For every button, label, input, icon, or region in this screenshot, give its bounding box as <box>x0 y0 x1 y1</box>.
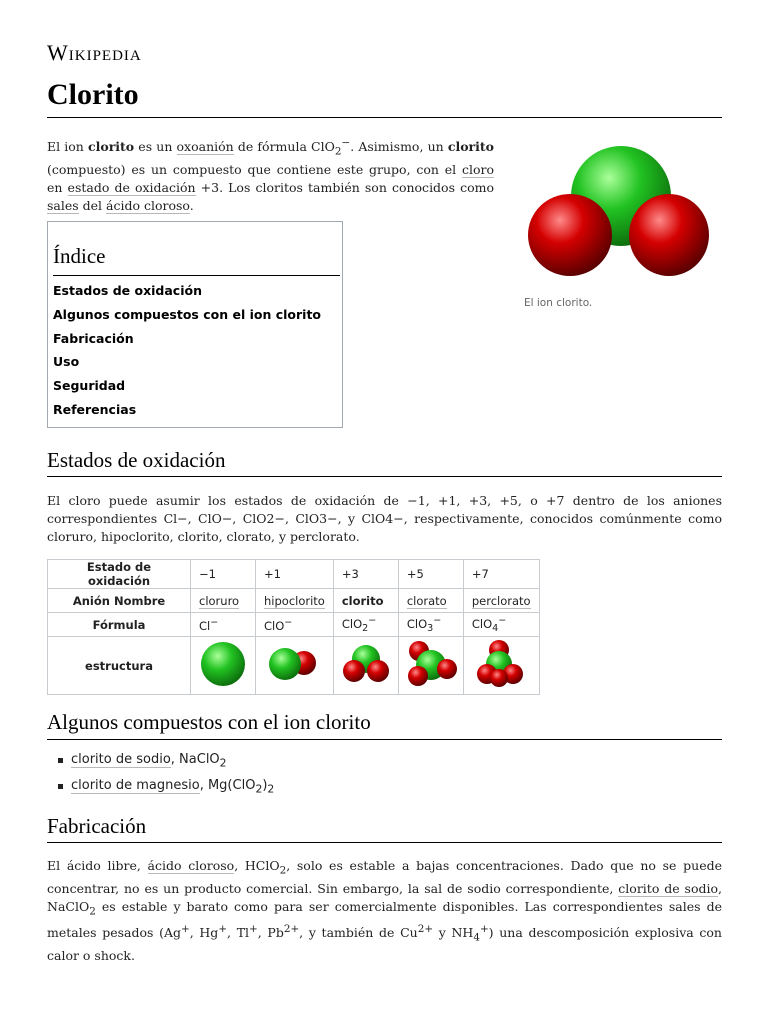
table-cell: ClO− <box>256 613 334 637</box>
figure-caption: El ion clorito. <box>524 297 593 309</box>
bold-term: clorito <box>341 593 384 608</box>
chlorite-ion-figure <box>524 138 722 309</box>
table-cell <box>463 637 539 695</box>
toc-item-fabricacion[interactable]: Fabricación <box>53 330 134 346</box>
toc-item-uso[interactable]: Uso <box>53 354 80 370</box>
heading-divider <box>47 739 722 740</box>
link-cloruro[interactable]: cloruro <box>199 593 240 608</box>
table-cell: +5 <box>398 560 463 589</box>
link-estado-de-oxidacion[interactable]: estado de oxidación <box>67 179 196 195</box>
link-oxoanion[interactable]: oxoanión <box>176 139 234 155</box>
toc-item-compuestos[interactable]: Algunos compuestos con el ion clorito <box>53 306 322 322</box>
bold-term: clorito <box>447 139 494 155</box>
toc-divider <box>53 275 340 276</box>
table-cell <box>398 637 463 695</box>
chlorate-model-image[interactable] <box>403 639 459 689</box>
row-header: Estado de oxidación <box>48 560 191 589</box>
page-title: Clorito <box>47 78 139 111</box>
hypochlorite-model-image[interactable] <box>260 639 326 689</box>
link-perclorato[interactable]: perclorato <box>471 593 531 608</box>
list-item: clorito de sodio, NaClO$_2$ <box>47 749 274 775</box>
link-clorito-de-magnesio[interactable]: clorito de magnesio <box>71 777 200 793</box>
row-formula <box>48 613 540 637</box>
row-anion <box>48 589 540 613</box>
link-sales[interactable]: sales <box>47 197 79 213</box>
title-divider <box>47 117 722 118</box>
oxidation-states-table <box>47 559 540 695</box>
row-header: estructura <box>48 637 191 695</box>
table-cell <box>256 637 334 695</box>
table-cell <box>398 589 463 613</box>
toc-item-estados[interactable]: Estados de oxidación <box>53 283 202 298</box>
row-estado <box>48 560 540 589</box>
oxygen-atom-right <box>629 194 709 276</box>
heading-divider <box>47 842 722 843</box>
compounds-list <box>47 749 274 800</box>
heading-fabricacion: Fabricación <box>47 814 147 838</box>
paragraph-estados: El cloro puede asumir los estados de oxidación de −1, +1, +3, +5, o +7 dentro de los aniones correspondientes Cl−, ClO−, ClO2−, ClO3−, y ClO4−, respectivamente, conocidos comúnmente como cloruro, hipoclorito, clorito, clorato, y perclorato. <box>47 493 722 544</box>
table-cell: Cl− <box>191 613 256 637</box>
chlorite-model-image[interactable] <box>338 639 394 689</box>
bold-term: clorito <box>88 139 135 155</box>
chloride-model-image[interactable] <box>195 639 251 689</box>
row-header: Anión Nombre <box>48 589 191 613</box>
table-cell <box>463 589 539 613</box>
link-hipoclorito[interactable]: hipoclorito <box>264 593 325 608</box>
link-clorato[interactable]: clorato <box>406 593 447 608</box>
link-acido-cloroso[interactable]: ácido cloroso <box>106 197 190 213</box>
row-estructura <box>48 637 540 695</box>
toc-item-referencias[interactable]: Referencias <box>53 401 137 417</box>
table-cell: +3 <box>333 560 398 589</box>
toc-title: Índice <box>53 244 106 268</box>
table-cell: +7 <box>463 560 539 589</box>
table-cell: −1 <box>191 560 256 589</box>
oxygen-atom-left <box>528 194 612 276</box>
table-cell <box>191 637 256 695</box>
link-clorito-de-sodio[interactable]: clorito de sodio <box>618 880 719 896</box>
link-clorito-de-sodio[interactable]: clorito de sodio <box>71 752 171 767</box>
table-cell: ClO$_4$− <box>463 613 539 637</box>
perchlorate-model-image[interactable] <box>468 639 530 689</box>
chlorite-ion-model[interactable] <box>524 138 722 283</box>
table-cell: ClO$_3$− <box>398 613 463 637</box>
table-cell <box>333 637 398 695</box>
row-header: Fórmula <box>48 613 191 637</box>
list-item: clorito de magnesio, $Mg(ClO_2)_2$ <box>47 775 274 801</box>
table-cell: ClO$_2$− <box>333 613 398 637</box>
toc-list <box>53 282 321 425</box>
link-cloro[interactable]: cloro <box>461 161 494 177</box>
toc-item-seguridad[interactable]: Seguridad <box>53 378 126 394</box>
table-cell <box>333 589 398 613</box>
link-acido-cloroso[interactable]: ácido cloroso <box>147 858 235 873</box>
heading-compuestos: Algunos compuestos con el ion clorito <box>47 710 371 734</box>
wikipedia-wordmark[interactable]: Wikipedia <box>47 40 142 65</box>
table-of-contents <box>47 221 343 428</box>
table-cell <box>191 589 256 613</box>
intro-paragraph: El ion clorito es un oxoanión de fórmula ClO$_2$−. Asimismo, un clorito (compuesto) es un compuesto que contiene este grupo, con el cloro en estado de oxidación +3. Los cloritos también son conocidos como sales del ácido cloroso. <box>47 137 494 213</box>
table-cell: +1 <box>256 560 334 589</box>
heading-divider <box>47 476 722 477</box>
table-cell <box>256 589 334 613</box>
paragraph-fabricacion: El ácido libre, ácido cloroso, HClO$_2$, solo es estable a bajas concentraciones. Dado que no se puede concentrar, no es un producto comercial. Sin embargo, la sal de sodio correspondiente, clorito de sodio, NaClO$_2$ es estable y barato como para ser comercialmente disponibles. Las correspondientes sales de metales pesados (Ag+, Hg+, Tl+, $Pb^{2+}$, y también de $Cu^{2+}$ y $NH_4^+$) una descomposición explosiva con calor o shock. <box>47 858 723 963</box>
heading-estados: Estados de oxidación <box>47 448 226 472</box>
